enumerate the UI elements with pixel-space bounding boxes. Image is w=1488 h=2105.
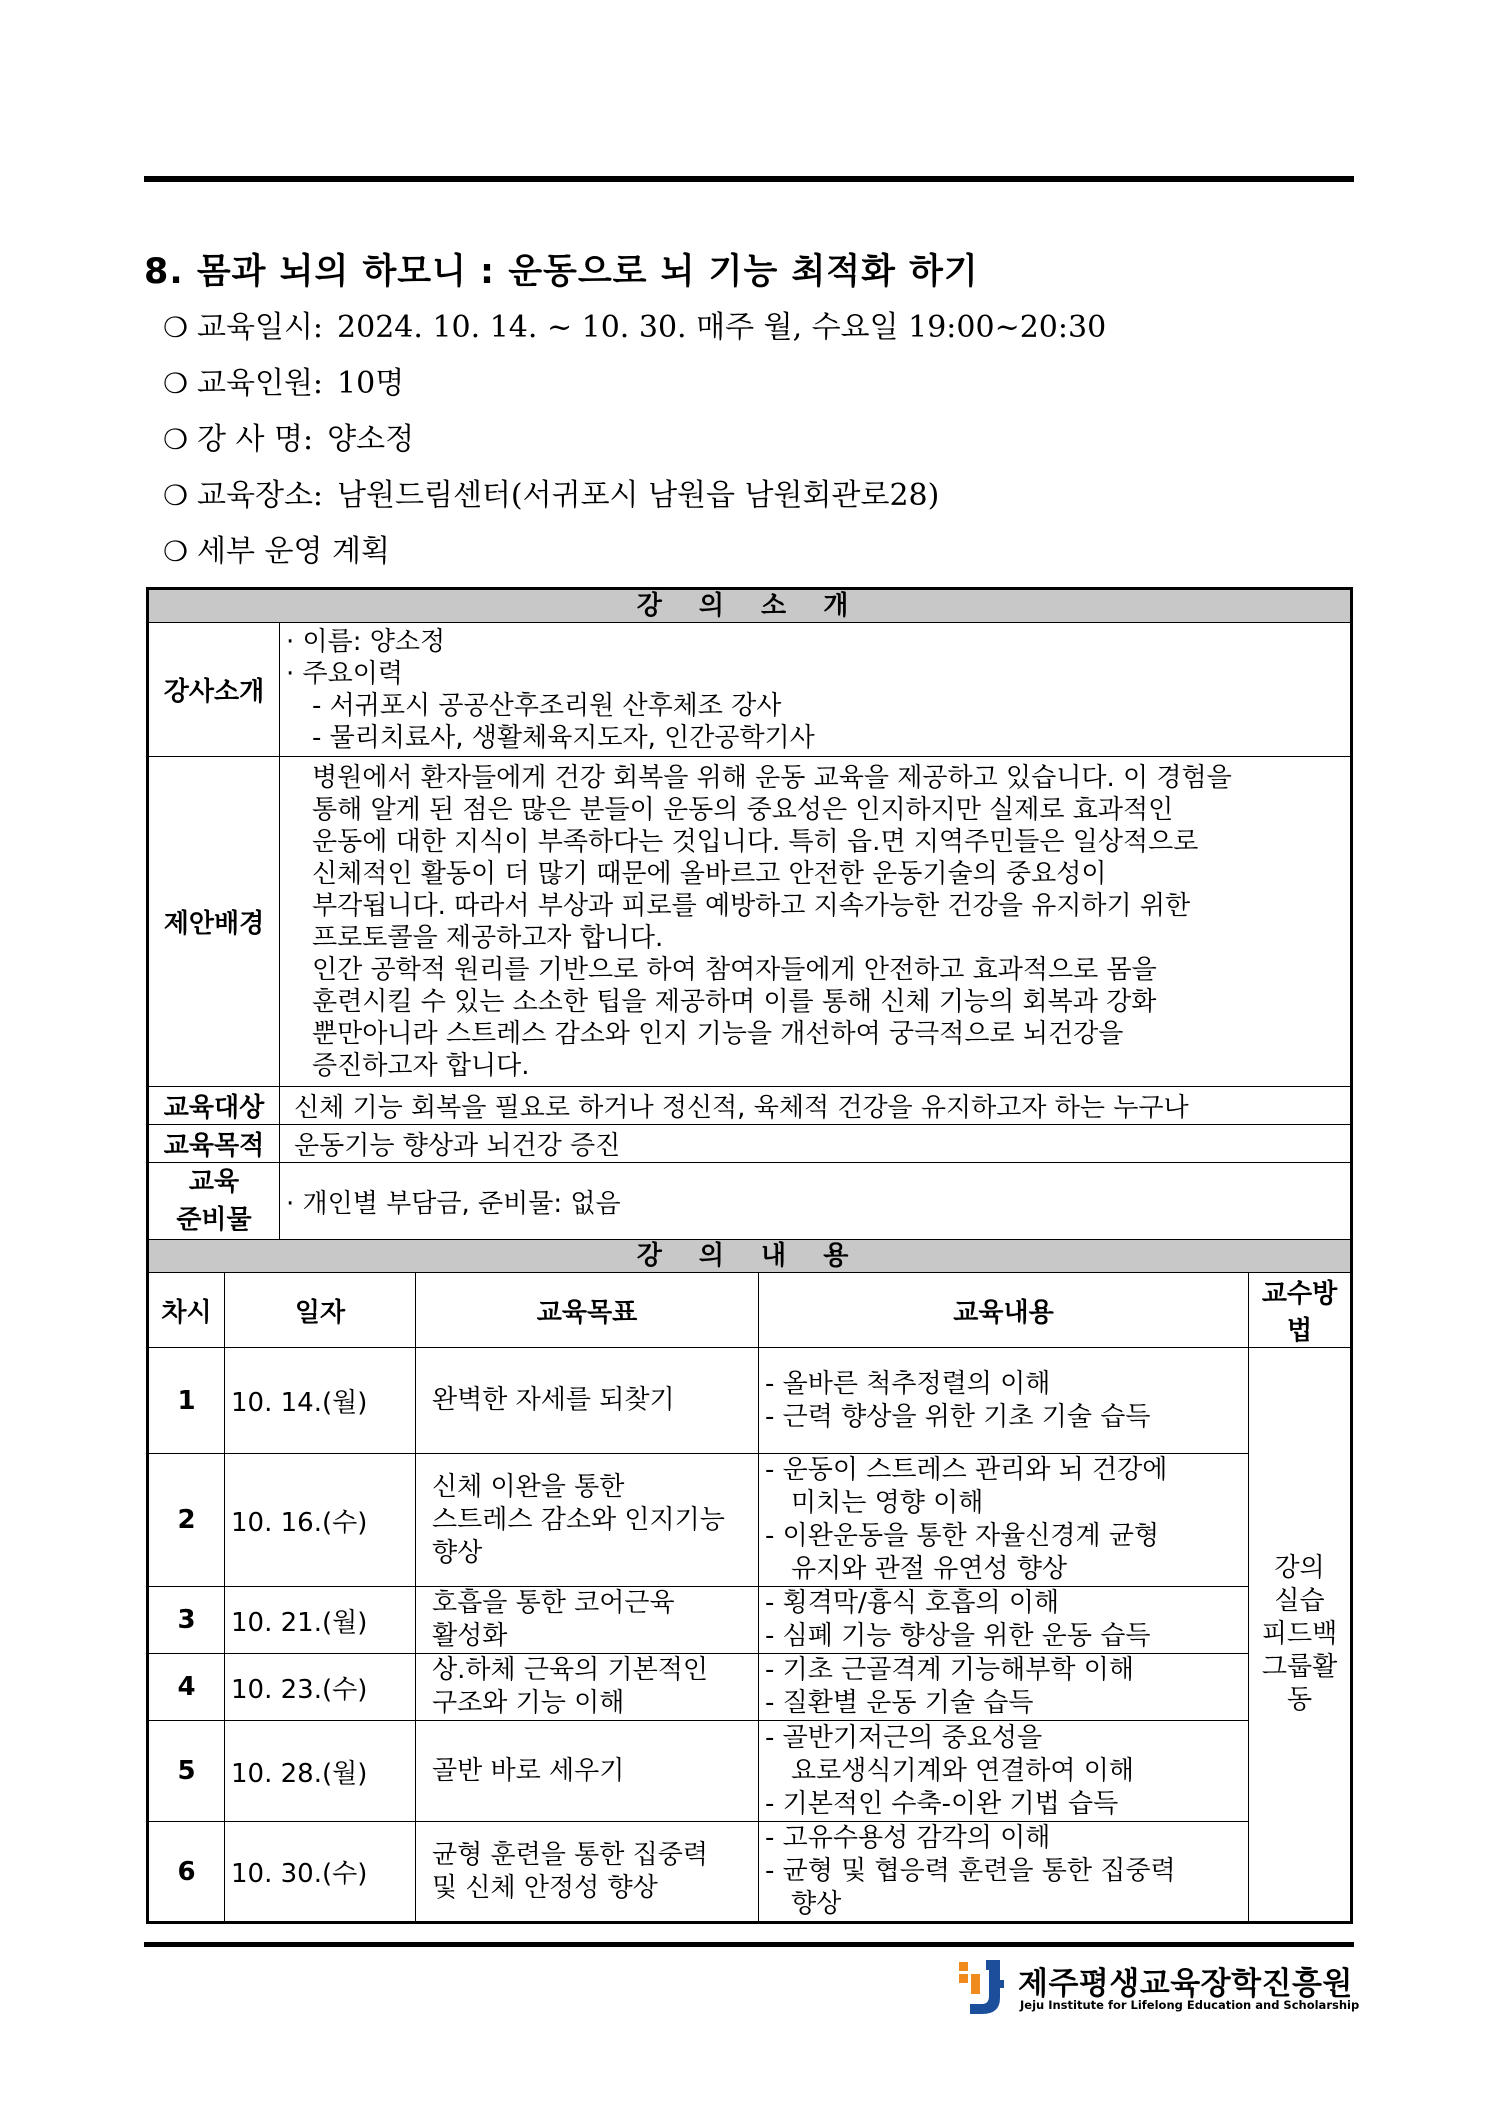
instructor-label: 강사소개 (148, 623, 280, 757)
top-rule (144, 176, 1354, 182)
column-header: 교수방법 (1249, 1273, 1352, 1348)
goal-line: 골반 바로 세우기 (432, 1755, 625, 1786)
session-number: 1 (148, 1348, 225, 1454)
method-line: 그룹활동 (1261, 1652, 1338, 1715)
session-goal (416, 1454, 759, 1587)
background-line: 훈련시킬 수 있는 소소한 팁을 제공하며 이를 통해 신체 기능의 회복과 강화 (312, 986, 1157, 1017)
table-row (148, 1654, 1352, 1721)
instructor-line: · 이름: 양소정 (286, 626, 446, 657)
content-line: - 질환별 운동 기술 습득 (765, 1688, 1034, 1718)
circle-bullet-icon: ❍ (163, 535, 189, 568)
column-header: 교육내용 (759, 1273, 1249, 1348)
goal-line: 호흡을 통한 코어근육 (432, 1588, 675, 1618)
background-line: 통해 알게 된 점은 많은 분들이 운동의 중요성은 인지하지만 실제로 효과적인 (312, 794, 1174, 825)
intro-section-heading: 강 의 소 개 (148, 589, 1352, 623)
background-line: 뿐만아니라 스트레스 감소와 인지 기능을 개선하여 궁극적으로 뇌건강을 (312, 1018, 1124, 1049)
goal-line: 스트레스 감소와 인지기능 (432, 1504, 725, 1535)
org-name-english: Jeju Institute for Lifelong Education and Scholarship (1020, 1998, 1360, 2012)
background-line: 증진하고자 합니다. (312, 1050, 530, 1081)
info-list (163, 300, 1106, 580)
goal-line: 구조와 기능 이해 (432, 1688, 625, 1718)
org-name-korean: 제주평생교육장학진흥원 (1018, 1966, 1353, 2002)
session-number: 5 (148, 1721, 225, 1822)
info-label: 교육일시: (197, 310, 324, 345)
org-logo-icon (956, 1958, 1006, 2016)
info-value: 10명 (337, 366, 405, 401)
target-value: 신체 기능 회복을 필요로 하거나 정신적, 육체적 건강을 유지하고자 하는 누구나 (280, 1087, 1352, 1125)
session-goal (416, 1587, 759, 1654)
content-line: - 균형 및 협응력 훈련을 통한 집중력 (765, 1856, 1176, 1886)
background-line: 인간 공학적 원리를 기반으로 하여 참여자들에게 안전하고 효과적으로 몸을 (312, 954, 1157, 985)
page-title: 8. 몸과 뇌의 하모니 : 운동으로 뇌 기능 최적화 하기 (144, 252, 979, 292)
background-text (280, 757, 1352, 1087)
info-instructor (163, 412, 1106, 468)
background-line: 부각됩니다. 따라서 부상과 피로를 예방하고 지속가능한 건강을 유지하기 위한 (312, 890, 1191, 921)
content-line: - 운동이 스트레스 관리와 뇌 건강에 (765, 1455, 1168, 1485)
purpose-label: 교육목적 (148, 1125, 280, 1163)
info-headcount (163, 356, 1106, 412)
column-header: 교육목표 (416, 1273, 759, 1348)
background-line: 신체적인 활동이 더 많기 때문에 올바르고 안전한 운동기술의 중요성이 (312, 858, 1107, 889)
content-line: 요로생식기계와 연결하여 이해 (791, 1755, 1135, 1786)
materials-label-line: 교육 (188, 1167, 240, 1197)
session-number: 6 (148, 1822, 225, 1923)
column-header: 일자 (225, 1273, 416, 1348)
content-line: 향상 (791, 1889, 842, 1919)
session-number: 4 (148, 1654, 225, 1721)
session-date: 10. 28.(월) (225, 1721, 416, 1822)
circle-bullet-icon: ❍ (163, 311, 189, 344)
method-line: 실습 (1274, 1586, 1325, 1616)
goal-line: 상.하체 근육의 기본적인 (432, 1655, 708, 1685)
table-row (148, 1348, 1352, 1454)
info-value: 2024. 10. 14. ~ 10. 30. 매주 월, 수요일 19:00~20:30 (337, 310, 1107, 345)
info-label: 교육장소: (197, 478, 324, 513)
goal-line: 활성화 (432, 1621, 508, 1651)
info-label: 교육인원: (197, 366, 324, 401)
content-section-heading: 강 의 내 용 (148, 1240, 1352, 1273)
content-line: - 골반기저근의 중요성을 (765, 1722, 1043, 1753)
target-label: 교육대상 (148, 1087, 280, 1125)
goal-line: 향상 (432, 1537, 483, 1568)
session-date: 10. 16.(수) (225, 1454, 416, 1587)
info-label: 세부 운영 계획 (197, 534, 390, 569)
goal-line: 완벽한 자세를 되찾기 (432, 1385, 675, 1415)
info-value: 양소정 (327, 422, 415, 457)
purpose-value: 운동기능 향상과 뇌건강 증진 (280, 1125, 1352, 1163)
content-line: - 기본적인 수축-이완 기법 습득 (765, 1788, 1119, 1819)
session-content (759, 1721, 1249, 1822)
background-line: 운동에 대한 지식이 부족하다는 것입니다. 특히 읍.면 지역주민들은 일상적으로 (312, 826, 1199, 857)
session-number: 3 (148, 1587, 225, 1654)
content-line: - 고유수용성 감각의 이해 (765, 1823, 1051, 1853)
content-line: - 이완운동을 통한 자율신경계 균형 (765, 1521, 1160, 1551)
content-line: - 근력 향상을 위한 기초 기술 습득 (765, 1401, 1151, 1432)
goal-line: 균형 훈련을 통한 집중력 (432, 1839, 708, 1870)
materials-value: · 개인별 부담금, 준비물: 없음 (280, 1163, 1352, 1240)
session-date: 10. 30.(수) (225, 1822, 416, 1923)
content-line: 유지와 관절 유연성 향상 (791, 1554, 1067, 1584)
materials-label-line: 준비물 (176, 1205, 252, 1235)
session-content (759, 1454, 1249, 1587)
table-row (148, 1587, 1352, 1654)
content-line: - 기초 근골격계 기능해부학 이해 (765, 1655, 1134, 1685)
circle-bullet-icon: ❍ (163, 423, 189, 456)
table-row (148, 1822, 1352, 1923)
session-content (759, 1822, 1249, 1923)
method-line: 강의 (1274, 1553, 1325, 1583)
session-date: 10. 21.(월) (225, 1587, 416, 1654)
teaching-method (1249, 1348, 1352, 1923)
circle-bullet-icon: ❍ (163, 479, 189, 512)
method-line: 피드백 (1261, 1619, 1338, 1649)
session-content (759, 1348, 1249, 1454)
instructor-line: · 주요이력 (286, 658, 403, 689)
goal-line: 및 신체 안정성 향상 (432, 1872, 658, 1903)
goal-line: 신체 이완을 통한 (432, 1471, 625, 1502)
info-location (163, 468, 1106, 524)
session-date: 10. 14.(월) (225, 1348, 416, 1454)
session-content (759, 1587, 1249, 1654)
session-goal (416, 1822, 759, 1923)
session-number: 2 (148, 1454, 225, 1587)
table-row (148, 1454, 1352, 1587)
content-line: 미치는 영향 이해 (791, 1488, 984, 1518)
session-goal (416, 1348, 759, 1454)
background-label: 제안배경 (148, 757, 280, 1087)
bottom-rule (144, 1942, 1354, 1947)
session-goal (416, 1654, 759, 1721)
materials-label (148, 1163, 280, 1240)
course-table (146, 587, 1353, 1924)
info-label: 강 사 명: (197, 422, 314, 457)
instructor-line: - 서귀포시 공공산후조리원 산후체조 강사 (312, 690, 782, 721)
session-date: 10. 23.(수) (225, 1654, 416, 1721)
circle-bullet-icon: ❍ (163, 367, 189, 400)
session-content (759, 1654, 1249, 1721)
content-line: - 올바른 척추정렬의 이해 (765, 1368, 1051, 1399)
table-row (148, 1721, 1352, 1822)
background-line: 프로토콜을 제공하고자 합니다. (312, 922, 664, 953)
session-goal (416, 1721, 759, 1822)
instructor-info (280, 623, 1352, 757)
content-line: - 심폐 기능 향상을 위한 운동 습득 (765, 1621, 1151, 1651)
column-header: 차시 (148, 1273, 225, 1348)
info-plan (163, 524, 1106, 580)
info-value: 남원드림센터(서귀포시 남원읍 남원회관로28) (337, 478, 940, 513)
instructor-line: - 물리치료사, 생활체육지도자, 인간공학기사 (312, 722, 815, 753)
info-date (163, 300, 1106, 356)
org-logo (956, 1956, 1360, 2018)
content-line: - 횡격막/흉식 호흡의 이해 (765, 1588, 1060, 1618)
background-line: 병원에서 환자들에게 건강 회복을 위해 운동 교육을 제공하고 있습니다. 이 경험을 (312, 762, 1232, 793)
